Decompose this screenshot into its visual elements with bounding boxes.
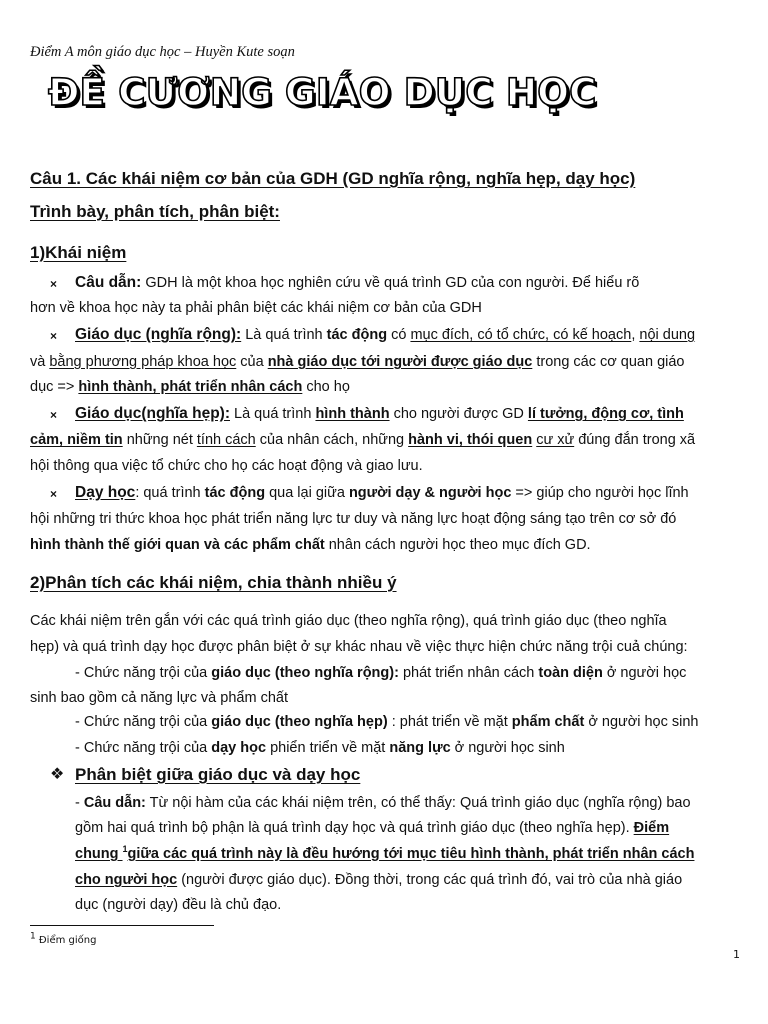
text: ở người học xyxy=(602,665,687,681)
text: dục => xyxy=(30,379,79,395)
text: , xyxy=(631,327,640,343)
bullet-2-line-1 xyxy=(75,326,695,344)
question-1-line-2: Trình bày, phân tích, phân biệt: xyxy=(30,202,280,221)
text: cảm, niềm tin xyxy=(30,432,123,448)
text: giáo dục (theo nghĩa rộng): xyxy=(211,665,399,681)
section-2-heading: 2)Phân tích các khái niệm, chia thành nhiều ý xyxy=(30,573,397,592)
text: đúng đắn trong xã xyxy=(574,432,696,448)
text: qua lại giữa xyxy=(265,485,349,501)
subsection-line-2 xyxy=(75,820,669,836)
section-2-para-line-2: hẹp) và quá trình dạy học được phân biệt ở sự khác nhau về việc thực hiện chức năng trội cuả chúng: xyxy=(30,639,688,655)
text: giữa các quá trình này là đều hướng tới mục tiêu hình thành, phát triển nhân cách xyxy=(127,846,695,862)
text: toàn diện xyxy=(538,665,603,681)
term-giao-duc-hep: Giáo dục(nghĩa hẹp): xyxy=(75,405,230,422)
text: có xyxy=(387,327,411,343)
text: tác động xyxy=(326,327,388,343)
text: cho người học xyxy=(75,872,178,888)
bullet-2-line-3 xyxy=(30,379,350,395)
term-day-hoc: Dạy học xyxy=(75,484,136,501)
dash-item-1-line-1 xyxy=(75,665,686,681)
text: tính cách xyxy=(196,432,256,448)
diamond-bullet-icon: ❖ xyxy=(50,766,65,783)
text: nhà giáo dục tới người được giáo dục xyxy=(267,354,533,370)
text: phẩm chất xyxy=(511,714,585,730)
bullet-icon: × xyxy=(50,408,58,422)
bullet-3-line-2 xyxy=(30,432,695,448)
text: dạy học xyxy=(211,740,267,756)
subsection-line-4 xyxy=(75,872,682,888)
text: phát triển nhân cách xyxy=(398,665,539,681)
text: phiển triển về mặt xyxy=(266,740,390,756)
text: và xyxy=(30,354,50,370)
text: của xyxy=(236,354,268,370)
text: ở người học sinh xyxy=(584,714,699,730)
dash-item-1-line-2: sinh bao gồm cả năng lực và phẩm chất xyxy=(30,690,288,706)
bullet-1-line-2: hơn về khoa học này ta phải phân biệt các khái niệm cơ bản của GDH xyxy=(30,300,482,316)
text: gồm hai quá trình bộ phận là quá trình dạy học và quá trình giáo dục (theo nghĩa hẹp). xyxy=(75,820,634,836)
text: năng lực xyxy=(389,740,451,756)
bullet-icon: × xyxy=(50,277,58,291)
text: lí tưởng, động cơ, tình xyxy=(527,406,684,422)
footnote-ref: 1 xyxy=(122,844,128,855)
bullet-icon: × xyxy=(50,329,58,343)
text: - Chức năng trội của xyxy=(75,665,212,681)
section-2-para-line-1: Các khái niệm trên gắn với các quá trình giáo dục (theo nghĩa rộng), quá trình giáo dục (theo nghĩa xyxy=(30,613,667,629)
text: Là quá trình xyxy=(230,406,316,422)
footnote-text: Điểm giống xyxy=(35,935,97,946)
page-number: 1 xyxy=(733,948,740,961)
text: mục đích, có tổ chức, có kế hoạch xyxy=(410,327,632,343)
subsection-line-3 xyxy=(75,846,694,862)
text: cư xử xyxy=(536,432,575,448)
text: tác động xyxy=(204,485,266,501)
text: nhân cách người học theo mục đích GD. xyxy=(324,537,591,553)
text: : phát triển về mặt xyxy=(387,714,512,730)
bullet-icon: × xyxy=(50,487,58,501)
footnote xyxy=(30,931,97,946)
bullet-2-line-2 xyxy=(30,354,685,370)
text: người dạy & người học xyxy=(348,485,512,501)
text: => giúp cho người học lĩnh xyxy=(511,485,689,501)
footnote-separator xyxy=(30,925,214,926)
bullet-3-line-3: hội thông qua việc tổ chức cho họ các hoạt động và giao lưu. xyxy=(30,458,423,474)
text: ở người học sinh xyxy=(450,740,565,756)
text: hình thành, phát triển nhân cách xyxy=(78,379,303,395)
question-1-line-1: Câu 1. Các khái niệm cơ bản của GDH (GD nghĩa rộng, nghĩa hẹp, dạy học) xyxy=(30,169,636,188)
dash-item-2 xyxy=(75,714,698,730)
text: những nét xyxy=(122,432,197,448)
text: hành vi, thói quen xyxy=(408,432,533,448)
text: Là quá trình xyxy=(241,327,327,343)
text: chung xyxy=(75,846,123,862)
text: trong các cơ quan giáo xyxy=(532,354,685,370)
text: bằng phương pháp khoa học xyxy=(49,354,237,370)
text: - xyxy=(75,795,84,811)
bullet-1-line-1 xyxy=(75,274,639,292)
text: GDH là một khoa học nghiên cứu về quá trình GD của con người. Để hiểu rõ xyxy=(141,275,640,291)
bullet-4-line-2: hội những tri thức khoa học phát triển năng lực tư duy và năng lực hoạt động sáng tạo trên cơ sở đó xyxy=(30,511,677,527)
text: của nhân cách, những xyxy=(255,432,409,448)
text: giáo dục (theo nghĩa hẹp) xyxy=(211,714,388,730)
dash-item-3 xyxy=(75,740,565,756)
text: (người được giáo dục). Đồng thời, trong các quá trình đó, vai trò của nhà giáo xyxy=(177,872,683,888)
footnote-number: 1 xyxy=(30,931,36,942)
term-cau-dan: Câu dẫn: xyxy=(75,274,142,291)
page-header: Điểm A môn giáo dục học – Huyền Kute soạn xyxy=(30,44,295,60)
text: nội dung xyxy=(639,327,696,343)
text: cho họ xyxy=(302,379,350,395)
text: cho người được GD xyxy=(389,406,528,422)
text: Từ nội hàm của các khái niệm trên, có thể thấy: Quá trình giáo dục (nghĩa rộng) bao xyxy=(145,795,691,811)
bullet-3-line-1 xyxy=(75,405,684,423)
subsection-line-5: dục (người dạy) đều là chủ đạo. xyxy=(75,897,282,913)
text: hình thành xyxy=(315,406,390,422)
text: Điểm xyxy=(633,820,670,836)
section-1-heading: 1)Khái niệm xyxy=(30,243,127,262)
bullet-4-line-3 xyxy=(30,537,591,553)
subsection-heading: Phân biệt giữa giáo dục và dạy học xyxy=(75,765,361,784)
text: Câu dẫn: xyxy=(83,795,146,811)
bullet-4-line-1 xyxy=(75,484,689,502)
document-title: ĐỀ CƯƠNG GIÁO DỤC HỌC xyxy=(48,70,597,114)
text: - Chức năng trội của xyxy=(75,714,212,730)
text: : quá trình xyxy=(135,485,205,501)
term-giao-duc-rong: Giáo dục (nghĩa rộng): xyxy=(75,326,242,343)
text: hình thành thế giới quan và các phẩm chất xyxy=(30,537,325,553)
subsection-line-1 xyxy=(75,795,691,811)
text: - Chức năng trội của xyxy=(75,740,212,756)
